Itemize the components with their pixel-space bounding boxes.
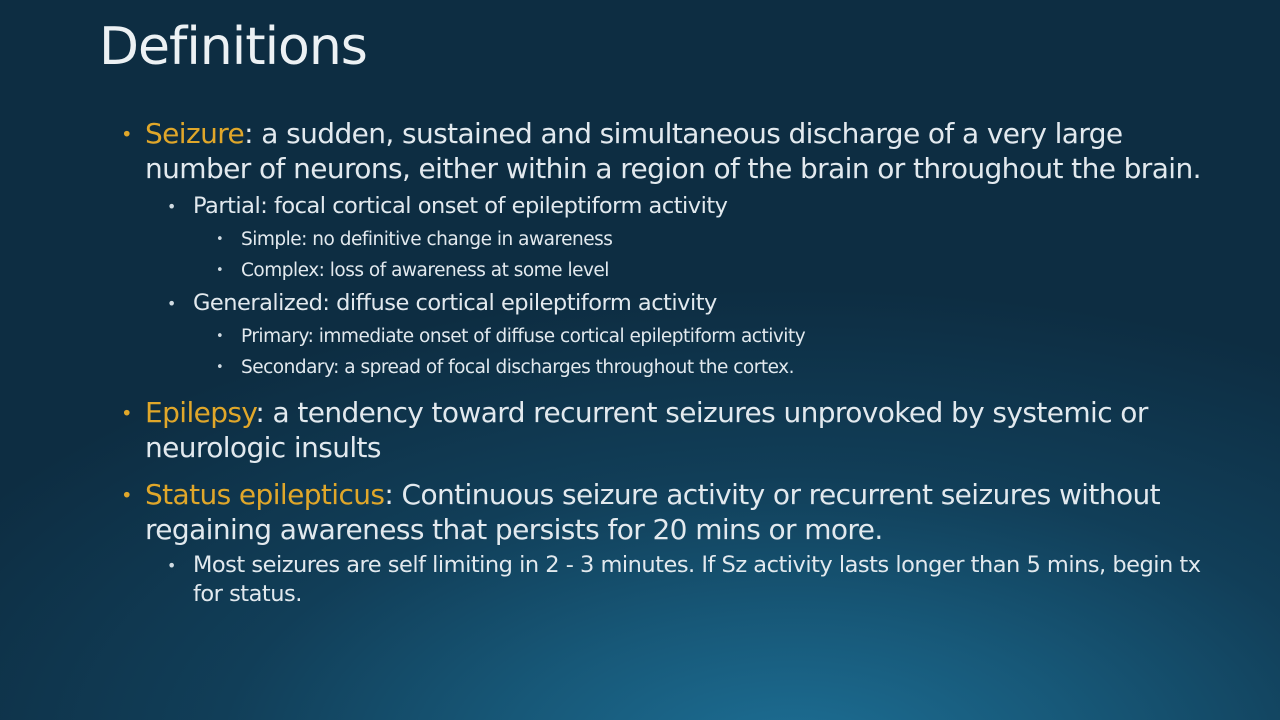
term-seizure: Seizure	[145, 117, 245, 150]
term-epilepsy: Epilepsy	[145, 396, 256, 429]
bullet-text: Partial: focal cortical onset of epileptiform activity	[193, 193, 728, 219]
bullet-icon: •	[121, 402, 132, 425]
bullet-icon: •	[121, 123, 132, 146]
bullet-icon: •	[167, 197, 176, 216]
definition-epilepsy: : a tendency toward recurrent seizures unprovoked by systemic or neurologic insults	[145, 396, 1148, 464]
bullet-item-status-epilepticus	[121, 477, 1201, 547]
bullet-icon: •	[216, 232, 224, 247]
definition-seizure: : a sudden, sustained and simultaneous discharge of a very large number of neurons, either within a region of the brain or throughout the brain.	[145, 117, 1201, 185]
definition-status-epilepticus: : Continuous seizure activity or recurrent seizures without regaining awareness that persists for 20 mins or more.	[145, 478, 1161, 546]
bullet-item-primary	[121, 321, 1201, 352]
bullet-text: Simple: no definitive change in awareness	[241, 229, 613, 250]
bullet-icon: •	[121, 484, 132, 507]
bullet-text: Most seizures are self limiting in 2 - 3 minutes. If Sz activity lasts longer than 5 mins, begin tx for status.	[193, 552, 1201, 607]
bullet-text: Generalized: diffuse cortical epileptiform activity	[193, 290, 717, 316]
bullet-icon: •	[167, 294, 176, 313]
bullet-text: Complex: loss of awareness at some level	[241, 260, 609, 281]
bullet-item-simple	[121, 224, 1201, 255]
bullet-icon: •	[167, 556, 176, 575]
bullet-icon: •	[216, 360, 224, 375]
bullet-item-duration-note	[121, 551, 1201, 609]
bullet-item-generalized	[121, 289, 1201, 318]
bullet-item-partial	[121, 192, 1201, 221]
bullet-icon: •	[216, 263, 224, 278]
bullet-icon: •	[216, 329, 224, 344]
bullet-item-secondary	[121, 352, 1201, 383]
bullet-item-epilepsy	[121, 395, 1201, 465]
bullet-list	[121, 111, 1201, 609]
slide-title: Definitions	[99, 17, 367, 77]
bullet-text: Secondary: a spread of focal discharges throughout the cortex.	[241, 357, 794, 378]
term-status-epilepticus: Status epilepticus	[145, 478, 385, 511]
bullet-item-complex	[121, 255, 1201, 286]
bullet-item-seizure	[121, 116, 1201, 186]
bullet-text: Primary: immediate onset of diffuse cortical epileptiform activity	[241, 326, 806, 347]
